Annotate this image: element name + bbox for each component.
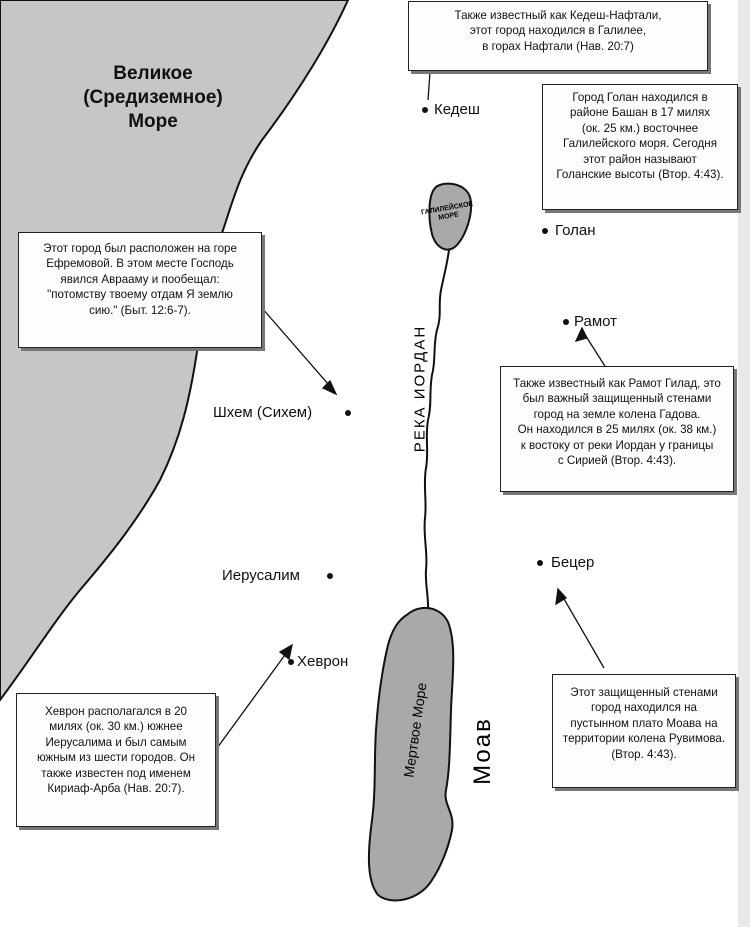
city-label-kedesh: Кедеш: [434, 101, 480, 118]
city-dot-jerusalem: [327, 573, 333, 579]
callout-golan: Город Голан находился в районе Башан в 17 милях (ок. 25 км.) восточнее Галилейского моря. Сегодня этот район называют Голанские высоты (Втор. 4:43).: [542, 84, 738, 210]
city-label-hebron: Хеврон: [297, 653, 349, 670]
callout-shechem: Этот город был расположен на горе Ефремовой. В этом месте Господь явился Аврааму и пообещал: "потомству твоему отдам Я землю сию." (Быт. 12:6-7).: [18, 232, 262, 348]
city-label-jerusalem: Иерусалим: [222, 567, 300, 584]
city-label-ramot: Рамот: [574, 313, 618, 330]
dead-sea-label: Мертвое Море: [400, 681, 430, 779]
leader-kedesh: [428, 72, 430, 100]
page-edge-shade: [738, 0, 750, 927]
moab-label: Моав: [469, 717, 496, 785]
city-dot-kedesh: [422, 107, 428, 113]
leader-shechem: [262, 308, 335, 392]
city-dot-golan: [542, 228, 548, 234]
leader-bezer: [560, 592, 604, 668]
city-label-bezer: Бецер: [551, 554, 595, 571]
city-dot-bezer: [537, 560, 543, 566]
sea-label: Великое (Средиземное) Море: [83, 63, 223, 132]
jordan-river-label: РЕКА ИОРДАН: [411, 324, 429, 453]
callout-kedesh: Также известный как Кедеш-Нафтали, этот город находился в Галилее, в горах Нафтали (Нав. 20:7): [408, 1, 708, 71]
city-dot-hebron: [288, 659, 294, 665]
leader-hebron: [212, 648, 290, 755]
city-label-shechem: Шхем (Сихем): [213, 404, 313, 421]
city-dot-ramot: [563, 319, 569, 325]
leader-hebron-arrowhead: [280, 645, 292, 659]
sea-of-galilee-label: ГАЛИЛЕЙСКОЕ МОРЕ: [420, 200, 474, 222]
callout-hebron: Хеврон располагался в 20 милях (ок. 30 км.) южнее Иерусалима и был самым южным из шести городов. Он также известен под именем Кириаф-Арба (Нав. 20:7).: [16, 693, 216, 827]
callout-ramot: Также известный как Рамот Гилад, это был важный защищенный стенами город на земле колена Гадова. Он находился в 25 милях (ок. 38 км.) к востоку от реки Иордан у границы с Сирией (Втор. 4:43).: [500, 366, 734, 492]
callout-bezer: Этот защищенный стенами город находился на пустынном плато Моава на территории колена Рувимова. (Втор. 4:43).: [552, 674, 736, 788]
leader-shechem-arrowhead: [323, 381, 336, 394]
city-dot-shechem: [345, 410, 351, 416]
leader-bezer-arrowhead: [556, 589, 566, 604]
city-label-golan: Голан: [555, 222, 596, 239]
